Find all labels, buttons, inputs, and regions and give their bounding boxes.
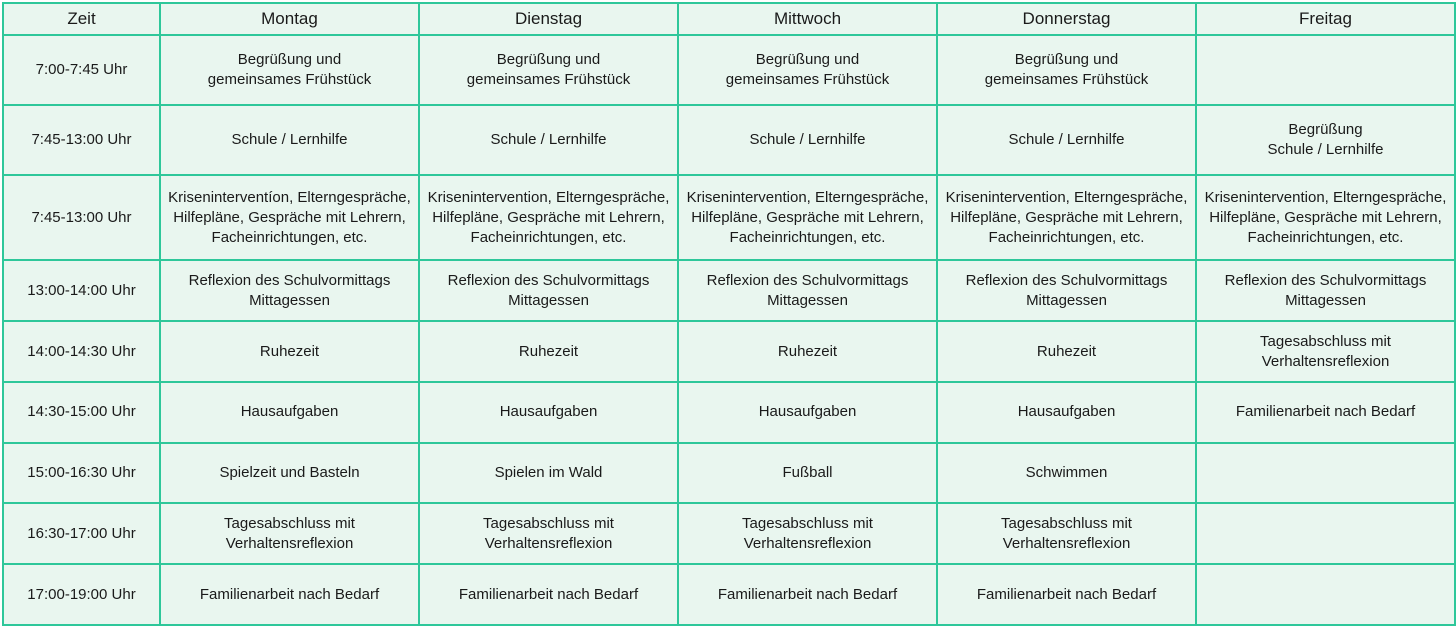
activity-text: Hausaufgaben — [758, 403, 857, 421]
activity-cell-wednesday — [678, 443, 937, 504]
activity-cell-thursday — [937, 503, 1196, 564]
activity-text: Hilfepläne, Gespräche mit Lehrern, — [432, 208, 665, 226]
schedule-row — [3, 443, 1455, 504]
activity-cell-thursday — [937, 564, 1196, 625]
activity-cell-monday — [160, 105, 419, 175]
activity-text: Kriseninterventíon, Elterngespräche, — [168, 188, 411, 206]
activity-text: Verhaltensreflexion — [1261, 352, 1390, 370]
activity-cell-thursday — [937, 175, 1196, 260]
activity-text: Begrüßung und — [496, 51, 601, 68]
time-slot-cell: 7:00-7:45 Uhr — [3, 35, 160, 105]
activity-text: Hausaufgaben — [1017, 403, 1116, 421]
schedule-row — [3, 321, 1455, 382]
activity-text: Facheinrichtungen, etc. — [1247, 228, 1404, 246]
header-day-wednesday: Mittwoch — [678, 3, 937, 35]
activity-cell-monday — [160, 503, 419, 564]
activity-text: Verhaltensreflexion — [1002, 534, 1131, 552]
schedule-row — [3, 382, 1455, 443]
activity-cell-tuesday — [419, 503, 678, 564]
activity-cell-friday — [1196, 260, 1455, 321]
weekly-schedule-table — [2, 2, 1456, 626]
activity-text: Reflexion des Schulvormittags — [1224, 271, 1427, 289]
activity-text: Schwimmen — [1025, 464, 1108, 482]
activity-cell-monday — [160, 175, 419, 260]
header-time: Zeit — [3, 3, 160, 35]
activity-cell-tuesday — [419, 35, 678, 105]
activity-text: Krisenintervention, Elterngespräche, — [427, 188, 670, 206]
activity-text: Schule / Lernhilfe — [231, 131, 348, 149]
activity-text: Hilfepläne, Gespräche mit Lehrern, — [950, 208, 1183, 226]
activity-cell-friday — [1196, 503, 1455, 564]
activity-cell-friday — [1196, 564, 1455, 625]
schedule-row — [3, 35, 1455, 105]
activity-text: Facheinrichtungen, etc. — [729, 228, 886, 246]
time-slot-cell: 14:30-15:00 Uhr — [3, 382, 160, 443]
activity-text: Reflexion des Schulvormittags — [965, 271, 1168, 289]
activity-text: Begrüßung und — [755, 51, 860, 68]
activity-cell-friday — [1196, 321, 1455, 382]
activity-cell-monday — [160, 382, 419, 443]
activity-cell-tuesday — [419, 382, 678, 443]
activity-cell-thursday — [937, 382, 1196, 443]
header-day-friday: Freitag — [1196, 3, 1455, 35]
schedule-row — [3, 260, 1455, 321]
activity-text: Tagesabschluss mit — [483, 514, 614, 532]
activity-text: Schule / Lernhilfe — [1008, 131, 1125, 149]
activity-text: gemeinsames Frühstück — [984, 71, 1149, 88]
activity-text: Familienarbeit nach Bedarf — [1235, 403, 1416, 421]
activity-cell-thursday — [937, 321, 1196, 382]
activity-text: Familienarbeit nach Bedarf — [458, 585, 639, 603]
activity-text: Verhaltensreflexion — [225, 534, 354, 552]
activity-text: Hausaufgaben — [499, 403, 598, 421]
activity-text: Verhaltensreflexion — [743, 534, 872, 552]
activity-text: Begrüßung und — [1014, 51, 1119, 68]
activity-cell-thursday — [937, 35, 1196, 105]
activity-text: gemeinsames Frühstück — [466, 71, 631, 88]
activity-text: Tagesabschluss mit — [224, 514, 355, 532]
activity-text: Reflexion des Schulvormittags — [706, 271, 909, 289]
time-slot-cell: 14:00-14:30 Uhr — [3, 321, 160, 382]
activity-text: Krisenintervention, Elterngespräche, — [1204, 188, 1447, 206]
activity-text: Familienarbeit nach Bedarf — [199, 585, 380, 603]
activity-cell-monday — [160, 321, 419, 382]
activity-text: Facheinrichtungen, etc. — [470, 228, 627, 246]
activity-cell-monday — [160, 260, 419, 321]
activity-text: Schule / Lernhilfe — [749, 131, 866, 149]
time-slot-cell: 7:45-13:00 Uhr — [3, 105, 160, 175]
header-day-monday: Montag — [160, 3, 419, 35]
activity-cell-tuesday — [419, 564, 678, 625]
activity-text: Spielen im Wald — [494, 464, 603, 482]
activity-cell-thursday — [937, 443, 1196, 504]
activity-cell-wednesday — [678, 564, 937, 625]
activity-cell-wednesday — [678, 260, 937, 321]
activity-cell-wednesday — [678, 175, 937, 260]
activity-cell-monday — [160, 564, 419, 625]
activity-text: Familienarbeit nach Bedarf — [976, 585, 1157, 603]
activity-text: Mittagessen — [249, 291, 330, 309]
time-slot-cell: 13:00-14:00 Uhr — [3, 260, 160, 321]
activity-cell-wednesday — [678, 105, 937, 175]
activity-cell-tuesday — [419, 175, 678, 260]
time-slot-cell: 17:00-19:00 Uhr — [3, 564, 160, 625]
activity-text: Familienarbeit nach Bedarf — [717, 585, 898, 603]
activity-text: Hausaufgaben — [240, 403, 339, 421]
activity-cell-friday — [1196, 382, 1455, 443]
activity-text: Mittagessen — [1026, 291, 1107, 309]
activity-text: Tagesabschluss mit — [1260, 332, 1391, 350]
activity-text: Krisenintervention, Elterngespräche, — [945, 188, 1188, 206]
header-day-thursday: Donnerstag — [937, 3, 1196, 35]
activity-text: gemeinsames Frühstück — [725, 71, 890, 88]
activity-cell-tuesday — [419, 443, 678, 504]
activity-text: Facheinrichtungen, etc. — [211, 228, 368, 246]
activity-cell-friday — [1196, 443, 1455, 504]
activity-cell-wednesday — [678, 35, 937, 105]
activity-cell-friday — [1196, 105, 1455, 175]
activity-cell-wednesday — [678, 503, 937, 564]
activity-text: Mittagessen — [508, 291, 589, 309]
activity-cell-wednesday — [678, 382, 937, 443]
time-slot-cell: 15:00-16:30 Uhr — [3, 443, 160, 504]
activity-text: Hilfepläne, Gespräche mit Lehrern, — [1209, 208, 1442, 226]
activity-text: Ruhezeit — [259, 342, 320, 360]
activity-text: Mittagessen — [767, 291, 848, 309]
activity-cell-monday — [160, 35, 419, 105]
activity-text: Begrüßung — [1288, 121, 1363, 139]
activity-text: Mittagessen — [1285, 291, 1366, 309]
activity-text: Ruhezeit — [1036, 342, 1097, 360]
activity-text: gemeinsames Frühstück — [207, 71, 372, 88]
activity-text: Spielzeit und Basteln — [219, 464, 360, 482]
activity-cell-friday — [1196, 175, 1455, 260]
activity-text: Schule / Lernhilfe — [1267, 141, 1384, 159]
activity-text: Begrüßung und — [237, 51, 342, 68]
time-slot-cell: 7:45-13:00 Uhr — [3, 175, 160, 260]
activity-cell-thursday — [937, 105, 1196, 175]
header-day-tuesday: Dienstag — [419, 3, 678, 35]
activity-text: Reflexion des Schulvormittags — [447, 271, 650, 289]
activity-cell-tuesday — [419, 321, 678, 382]
activity-text: Facheinrichtungen, etc. — [988, 228, 1145, 246]
activity-cell-friday — [1196, 35, 1455, 105]
activity-text: Schule / Lernhilfe — [490, 131, 607, 149]
activity-cell-thursday — [937, 260, 1196, 321]
time-slot-cell: 16:30-17:00 Uhr — [3, 503, 160, 564]
activity-text: Hilfepläne, Gespräche mit Lehrern, — [691, 208, 924, 226]
activity-cell-monday — [160, 443, 419, 504]
activity-text: Ruhezeit — [518, 342, 579, 360]
activity-text: Verhaltensreflexion — [484, 534, 613, 552]
schedule-row — [3, 564, 1455, 625]
schedule-row — [3, 175, 1455, 260]
activity-text: Hilfepläne, Gespräche mit Lehrern, — [173, 208, 406, 226]
schedule-row — [3, 503, 1455, 564]
activity-text: Reflexion des Schulvormittags — [188, 271, 391, 289]
activity-text: Tagesabschluss mit — [742, 514, 873, 532]
activity-text: Tagesabschluss mit — [1001, 514, 1132, 532]
schedule-row — [3, 105, 1455, 175]
header-row — [3, 3, 1455, 35]
activity-text: Fußball — [782, 464, 833, 482]
activity-cell-tuesday — [419, 260, 678, 321]
activity-cell-wednesday — [678, 321, 937, 382]
activity-text: Ruhezeit — [777, 342, 838, 360]
activity-cell-tuesday — [419, 105, 678, 175]
activity-text: Krisenintervention, Elterngespräche, — [686, 188, 929, 206]
